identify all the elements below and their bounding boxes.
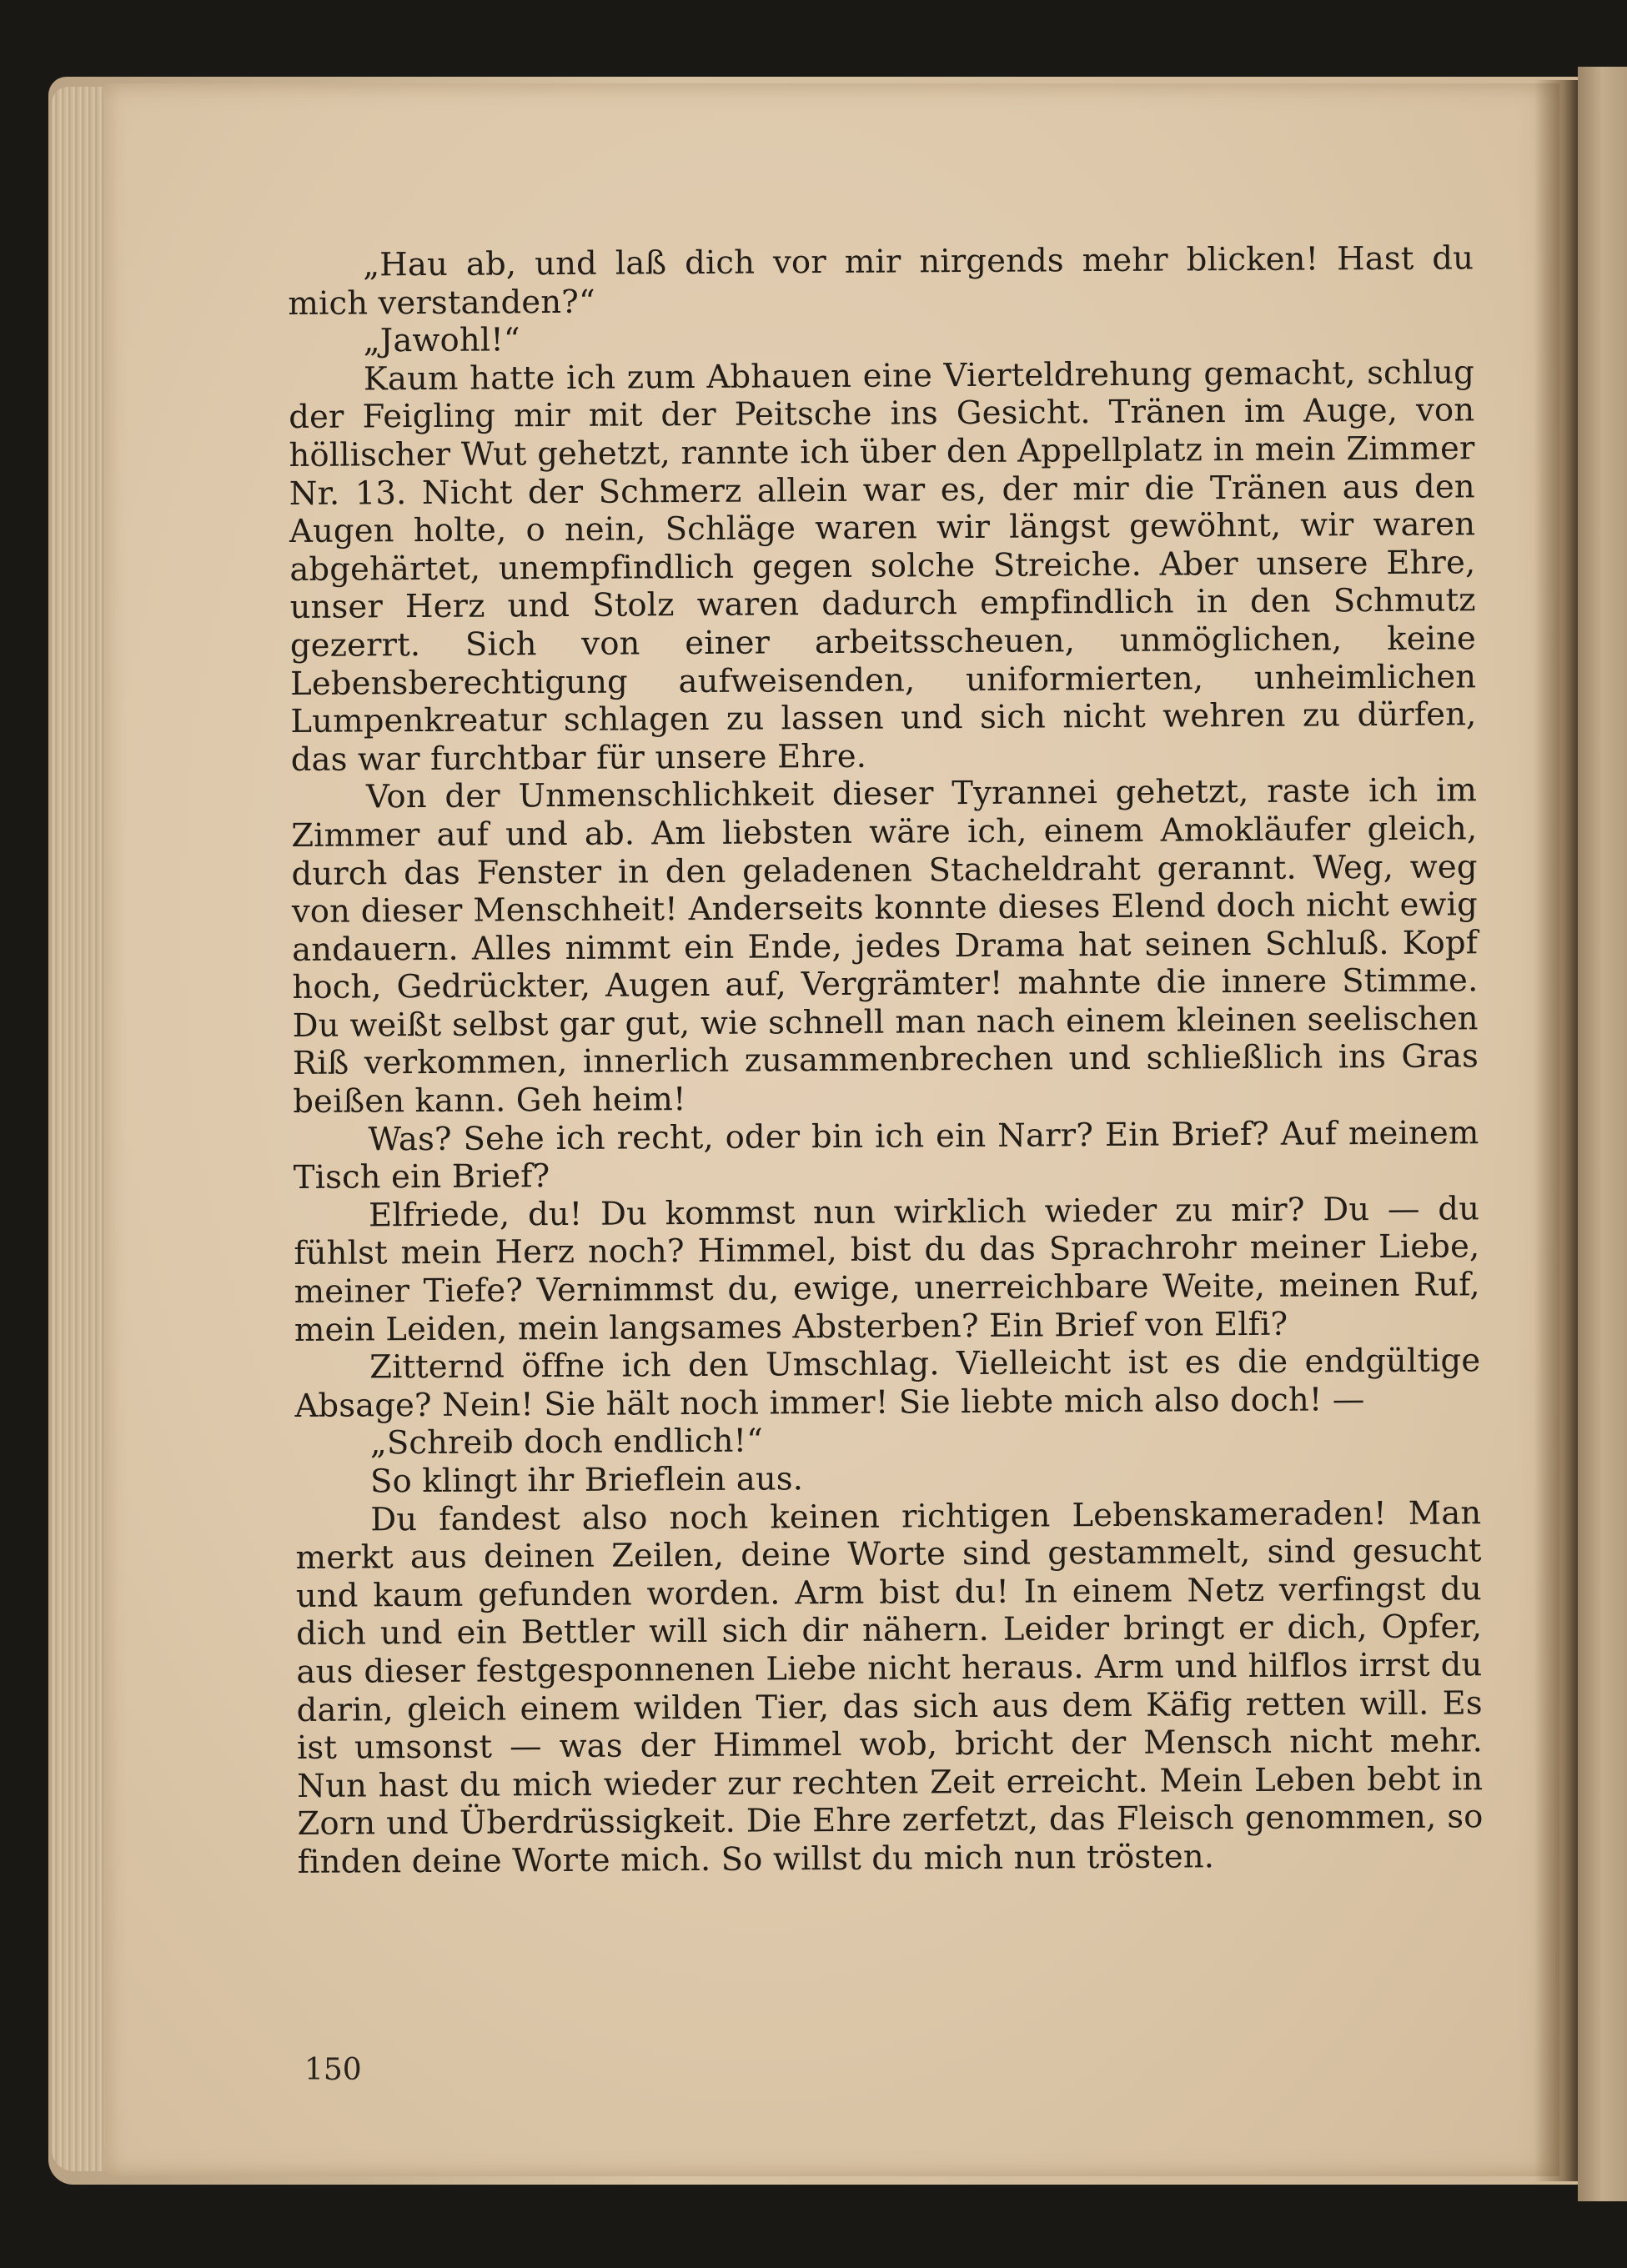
page-number: 150 — [304, 2053, 362, 2087]
paragraph-8: „Schreib doch endlich!“ — [369, 1422, 764, 1463]
paragraph-9: So klingt ihr Brieflein aus. — [369, 1460, 804, 1501]
paragraph-10: Du fandest also noch keinen richtigen Lebenskameraden! Man merkt aus deinen Zeilen, deine Worte sind gestammelt, sind gesucht und kaum gefunden worden. Arm bist du! In einem Netz verfingst du dich und ein Bettler will sich dir nähern. Leider bringt er dich, Opfer, aus dieser festgesponnenen Liebe nicht heraus. Arm und hilflos irrst du darin, gleich einem wilden Tier, das sich aus dem Käfig retten will. Es ist umsonst — was der Himmel wob, bricht der Mensch nicht mehr. Nun hast du mich wieder zur rechten Zeit erreicht. Mein Leben bebt in Zorn und Überdrüssigkeit. Die Ehre zerfetzt, das Fleisch genommen, so finden deine Worte mich. So willst du mich nun trösten. — [295, 1493, 1484, 1881]
paragraph-5: Was? Sehe ich recht, oder bin ich ein Narr? Ein Brief? Auf meinem Tisch ein Brief? — [293, 1113, 1479, 1197]
body-text — [288, 239, 1484, 1881]
facing-page-edge — [1578, 67, 1627, 2201]
paragraph-6: Elfriede, du! Du kommst nun wirklich wieder zu mir? Du — du fühlst mein Herz noch? Himmel, bist du das Sprachrohr meiner Liebe, meiner Tiefe? Vernimmst du, ewige, unerreichbare Weite, meinen Ruf, mein Leiden, mein langsames Absterben? Ein Brief von Elfi? — [294, 1190, 1480, 1349]
paragraph-2: „Jawohl!“ — [363, 321, 520, 360]
spine-shadow — [1534, 80, 1584, 2181]
paragraph-1: „Hau ab, und laß dich vor mir nirgends mehr blicken! Hast du mich verstanden?“ — [288, 239, 1474, 323]
paragraph-3: Kaum hatte ich zum Abhauen eine Vierteldrehung gemacht, schlug der Feigling mir mit der Peitsche ins Gesicht. Tränen im Auge, von höllischer Wut gehetzt, rannte ich über den Appellplatz in mein Zimmer Nr. 13. Nicht der Schmerz allein war es, der mir die Tränen aus den Augen holte, o nein, Schläge waren wir längst gewöhnt, wir waren abgehärtet, unempfindlich gegen solche Streiche. Aber unsere Ehre, unser Herz und Stolz waren dadurch empfindlich in den Schmutz gezerrt. Sich von einer arbeitsscheuen, unmöglichen, keine Lebensberechtigung aufweisenden, uniformierten, unheimlichen Lumpenkreatur schlagen zu lassen und sich nicht wehren zu dürfen, das war furchtbar für unsere Ehre. — [289, 354, 1477, 779]
paragraph-4: Von der Unmenschlichkeit dieser Tyrannei gehetzt, raste ich im Zimmer auf und ab. Am liebsten wäre ich, einem Amokläufer gleich, durch das Fenster in den geladenen Stacheldraht gerannt. Weg, weg von dieser Menschheit! Anderseits konnte dieses Elend doch nicht ewig andauern. Alles nimmt ein Ende, jedes Drama hat seinen Schluß. Kopf hoch, Gedrückter, Augen auf, Vergrämter! mahnte die innere Stimme. Du weißt selbst gar gut, wie schnell man nach einem kleinen seelischen Riß verkommen, innerlich zusammenbrechen und schließlich ins Gras beißen kann. Geh heim! — [291, 771, 1479, 1121]
paragraph-7: Zitternd öffne ich den Umschlag. Vielleicht ist es die endgültige Absage? Nein! Sie hält noch immer! Sie liebte mich also doch! — — [294, 1342, 1481, 1425]
